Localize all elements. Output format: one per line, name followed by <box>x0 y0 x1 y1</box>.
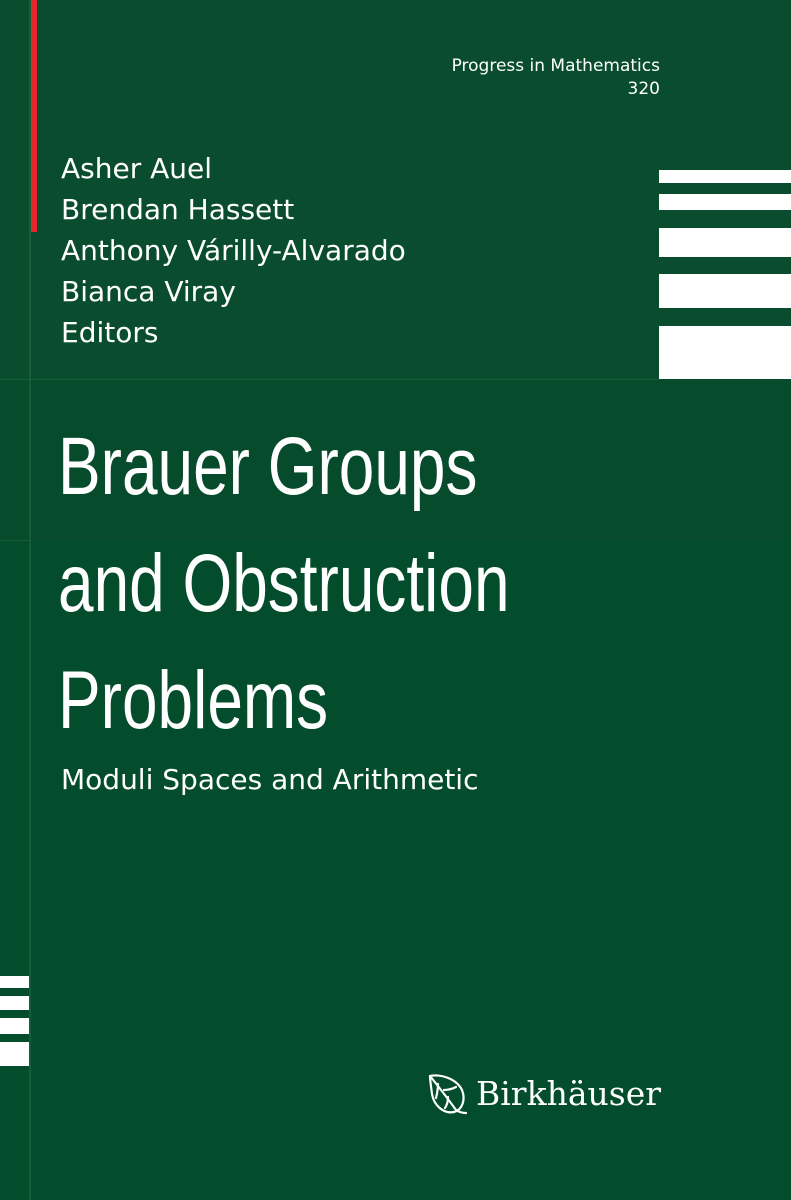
editors-label: Editors <box>61 316 159 349</box>
stripe <box>659 326 791 379</box>
book-title <box>58 408 510 759</box>
title-line: Problems <box>58 655 329 746</box>
stripe <box>0 1018 29 1034</box>
publisher-logo <box>426 1068 661 1118</box>
leaf-logo-icon <box>426 1070 468 1116</box>
horizontal-guide-line <box>0 379 659 380</box>
editor-name: Brendan Hassett <box>61 193 295 226</box>
series-block <box>452 55 660 101</box>
editor-name: Asher Auel <box>61 152 213 185</box>
editors-list <box>61 148 406 353</box>
series-number: 320 <box>627 79 660 99</box>
editor-name: Bianca Viray <box>61 275 236 308</box>
accent-red-bar <box>31 0 37 232</box>
stripe <box>659 194 791 210</box>
series-name: Progress in Mathematics <box>451 56 660 76</box>
stripe <box>0 976 29 988</box>
stripe <box>659 228 791 257</box>
publisher-name: Birkhäuser <box>476 1073 661 1113</box>
stripe <box>0 996 29 1010</box>
title-line: Brauer Groups <box>58 421 478 512</box>
stripe <box>659 170 791 183</box>
stripe <box>659 274 791 308</box>
book-subtitle: Moduli Spaces and Arithmetic <box>61 763 479 796</box>
stripe <box>0 1042 29 1066</box>
horizontal-guide-tick <box>0 540 31 541</box>
title-line: and Obstruction <box>58 538 510 629</box>
editor-name: Anthony Várilly-Alvarado <box>61 234 406 267</box>
